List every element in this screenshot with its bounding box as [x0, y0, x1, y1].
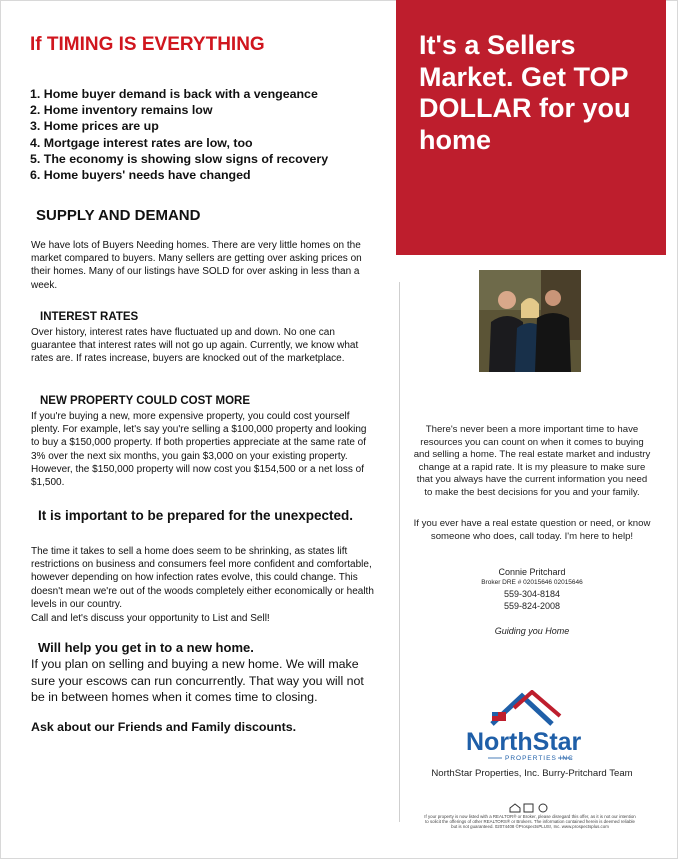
- phone-1: 559-304-8184: [503, 589, 561, 599]
- discount-text: Ask about our Friends and Family discounts.: [31, 720, 297, 734]
- broker-license: Broker DRE # 02015646 02015646: [481, 579, 583, 586]
- call-text: Call and let's discuss your opportunity to List and Sell!: [31, 613, 270, 624]
- intro-text: There's never been a more important time to have resources you can count on when it comes to buying and selling a home. The real estate market and industry change at a rapid rate. It is my pleasure to make sure that you always have the current information you need to make the best decisions for you and your family.: [413, 424, 651, 498]
- list-item: 1. Home buyer demand is back with a vengeance: [30, 87, 318, 101]
- logo-sub-text: PROPERTIES INC: [505, 755, 574, 762]
- new-property-text: If you're buying a new, more expensive property, you could cost yourself plenty. For example, let's say you're selling a $100,000 property and looking to buy a $150,000 property. If both properties appreciate at the same rate of 3% over the next six months, you gain $3,000 on your existing property. However, the $150,000 property will now cost you $154,500 or a net loss of $1,500.: [31, 411, 367, 489]
- compliance-icons: [509, 800, 553, 810]
- help-text: If you plan on selling and buying a new home. We will make sure your escows can run concurrently. That way you will not be in between homes when it comes time to closing.: [31, 657, 364, 705]
- equal-housing-icon: [510, 804, 520, 812]
- recycle-icon: [539, 804, 547, 812]
- list-item: 4. Mortgage interest rates are low, too: [30, 135, 253, 150]
- northstar-logo: [462, 690, 596, 770]
- prepared-text: The time it takes to sell a home does seem to be shrinking, as states lift restrictions on business and consumers feel more confident and comfortable, however depending on how infection rates evolve, this could change. This doesn't mean we're out of the woods completely either economically or health levels in our country.: [31, 546, 374, 610]
- headline-text: It's a Sellers Market. Get TOP DOLLAR for you home: [419, 30, 631, 155]
- agent-team-photo: [479, 270, 581, 372]
- new-property-heading: NEW PROPERTY COULD COST MORE: [40, 395, 250, 407]
- list-item: 2. Home inventory remains low: [30, 103, 213, 118]
- interest-text: Over history, interest rates have fluctuated up and down. No one can guarantee that interest rates will not go up again. Currently, we know what rates are. If rates increase, buyers are knocked out of the marketplace.: [31, 327, 359, 365]
- prepared-heading: It is important to be prepared for the unexpected.: [38, 508, 354, 523]
- company-name: NorthStar Properties, Inc. Burry-Pritchard Team: [431, 768, 633, 779]
- supply-heading: SUPPLY AND DEMAND: [36, 207, 201, 224]
- realtor-icon: [524, 804, 533, 812]
- logo-main-text: NorthStar: [466, 728, 582, 756]
- disclaimer: If your property is now listed with a REALTOR® or Broker, please disregard this offer, as it is not our intention to solicit the offerings of other REALTORS® or Brokers. The information contained herein is deemed reliable but is not guaranteed. 02074408 ©ProspectsPLUS!, Inc. www.prospectsplus.com: [424, 814, 636, 829]
- supply-text: We have lots of Buyers Needing homes. There are very little homes on the market compared to buyers. Many sellers are getting over asking prices on their homes. Many of our listings have SOLD for over asking in less than a week.: [31, 240, 362, 291]
- column-divider: [399, 282, 400, 822]
- page-title: If TIMING IS EVERYTHING: [30, 34, 265, 55]
- help-heading: Will help you get in to a new home.: [38, 640, 254, 655]
- list-item: 3. Home prices are up: [30, 119, 159, 134]
- agent-name: Connie Pritchard: [498, 567, 566, 577]
- phone-2: 559-824-2008: [503, 601, 561, 611]
- tagline: Guiding you Home: [494, 626, 570, 636]
- list-item: 6. Home buyers' needs have changed: [30, 168, 251, 183]
- reasons-list: [30, 86, 328, 183]
- headline-panel: [396, 0, 666, 255]
- interest-heading: INTEREST RATES: [40, 311, 139, 323]
- list-item: 5. The economy is showing slow signs of recovery: [30, 151, 329, 166]
- question-text: If you ever have a real estate question or need, or know someone who does, call today. I'm here to help!: [413, 518, 651, 542]
